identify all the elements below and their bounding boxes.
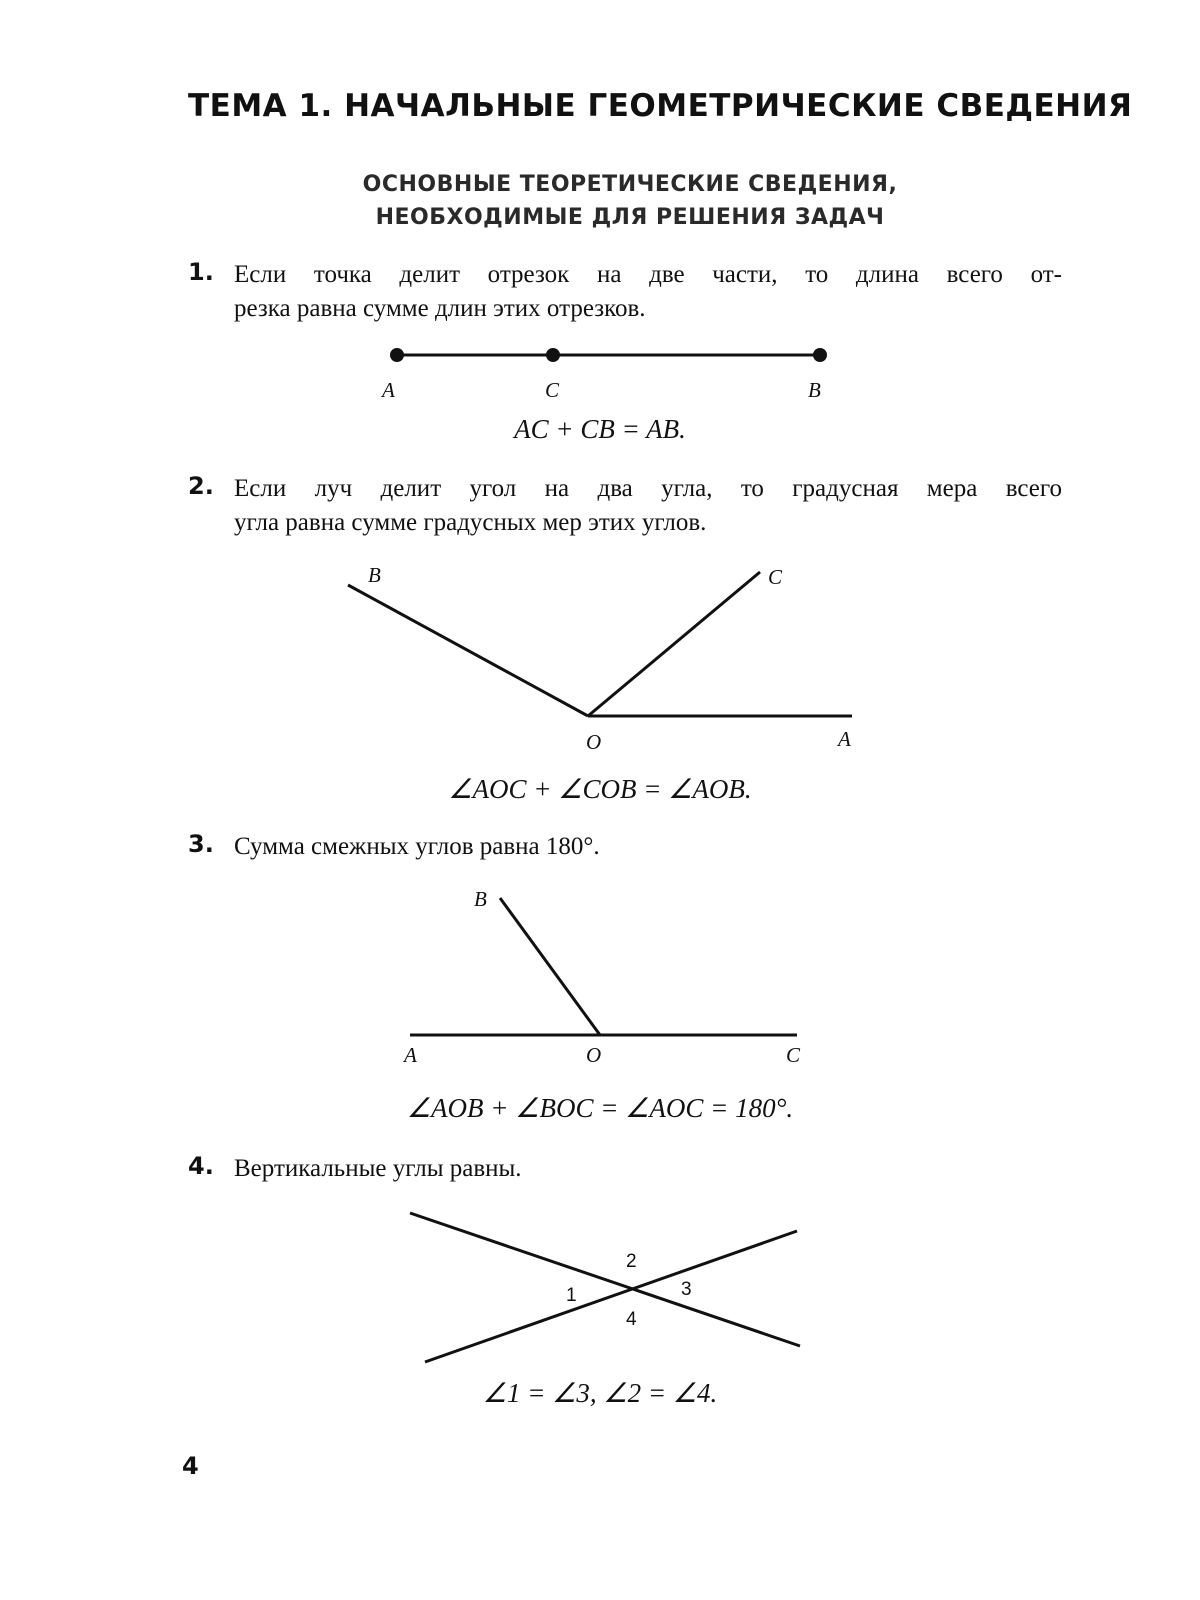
formula-2: ∠AOC + ∠COB = ∠AOB. <box>448 774 752 804</box>
formula-4: ∠1 = ∠3, ∠2 = ∠4. <box>482 1378 718 1408</box>
item-number: 2. <box>188 472 214 500</box>
line-1 <box>410 1213 800 1346</box>
label-a: A <box>404 1043 417 1067</box>
item-text-line: угла равна сумме градусных мер этих углов. <box>234 509 707 536</box>
label-a: A <box>838 727 851 751</box>
label-b: B <box>368 563 381 587</box>
label-o: O <box>586 1043 602 1067</box>
angle-label-1: 1 <box>566 1285 577 1306</box>
angle-label-4: 4 <box>626 1309 637 1330</box>
label-b: B <box>808 378 821 402</box>
subtitle-line-1: ОСНОВНЫЕ ТЕОРЕТИЧЕСКИЕ СВЕДЕНИЯ, <box>362 172 898 197</box>
subtitle-line-2: НЕОБХОДИМЫЕ ДЛЯ РЕШЕНИЯ ЗАДАЧ <box>375 205 885 230</box>
item-text-line: Если луч делит угол на два угла, то градусная мера всего <box>234 475 1062 502</box>
item-number: 1. <box>188 258 214 286</box>
angle-label-2: 2 <box>626 1251 637 1272</box>
page-title: ТЕМА 1. НАЧАЛЬНЫЕ ГЕОМЕТРИЧЕСКИЕ СВЕДЕНИЯ <box>188 88 1133 124</box>
page-number: 4 <box>182 1452 199 1480</box>
label-c: C <box>768 565 783 589</box>
item-number: 3. <box>188 830 214 858</box>
label-c: C <box>545 378 560 402</box>
item-text-line: резка равна сумме длин этих отрезков. <box>234 295 646 322</box>
formula-1: AC + CB = AB. <box>514 414 686 444</box>
label-a: A <box>382 378 395 402</box>
item-number: 4. <box>188 1152 214 1180</box>
angle-label-3: 3 <box>681 1279 692 1300</box>
label-o: O <box>586 730 602 754</box>
label-b: B <box>474 887 487 911</box>
item-text-line: Вертикальные углы равны. <box>234 1155 522 1182</box>
line-2 <box>425 1231 797 1362</box>
label-c: C <box>786 1043 801 1067</box>
item-text-line: Если точка делит отрезок на две части, то длина всего от- <box>234 261 1062 288</box>
item-text-line: Сумма смежных углов равна 180°. <box>234 833 600 860</box>
formula-3: ∠AOB + ∠BOC = ∠AOC = 180°. <box>406 1093 794 1123</box>
